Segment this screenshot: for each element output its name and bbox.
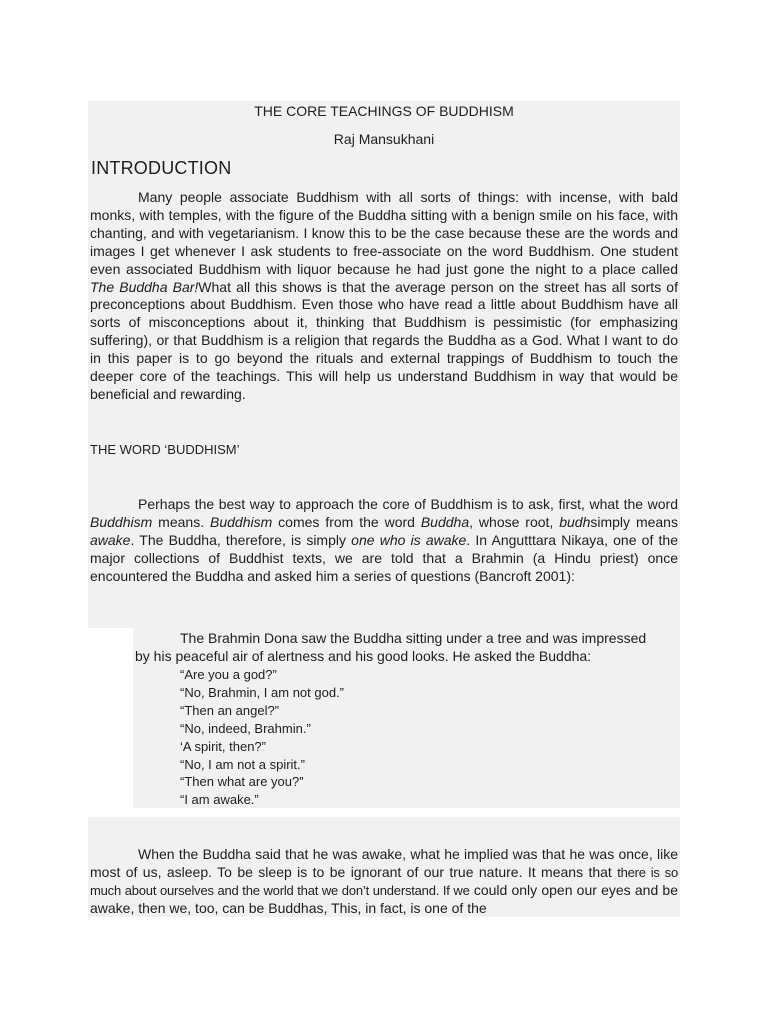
dialogue-line: “I am awake.”	[180, 792, 259, 808]
quote-intro-line-2: by his peaceful air of alertness and his good looks. He asked the Buddha:	[135, 647, 592, 664]
dialogue-line: “No, I am not a spirit.”	[180, 756, 305, 772]
dialogue-line: “Are you a god?”	[180, 667, 277, 682]
dialogue-line: “Then what are you?”	[180, 774, 304, 790]
dialogue-line: ‘A spirit, then?”	[180, 738, 266, 754]
word-italic-5: awake	[90, 531, 131, 548]
intro-text-2: What all this shows is that the average person on the street has all sorts of preconceptions about Buddhism. Even those who have read a little about Buddhism have all sorts of misconceptions about it, thinking that Buddhism is pessimistic (for emphasizing suffering), or that Buddhism is a religion that regards the Buddha as a God. What I want to do in this paper is to go beyond the rituals and external trappings of Buddhism to touch the deeper core of the teachings. This will help us understand Buddhism in way that would be beneficial and rewarding.	[90, 278, 678, 402]
dialogue-list	[180, 666, 344, 809]
document-author: Raj Mansukhani	[333, 131, 435, 147]
dialogue-line: “No, Brahmin, I am not god.”	[180, 684, 345, 700]
quote-intro-line-1: The Brahmin Dona saw the Buddha sitting under a tree and was impressed	[180, 630, 647, 646]
awake-text-2: there is so much about ourselves and the world that we don’t understand. If we	[90, 864, 678, 898]
word-text-7: . In Angutttara Nikaya, one of the major collections of Buddhist texts, we are told that a Brahmin (a Hindu priest) once encountered the Buddha and asked him a series of questions (Bancroft 2001):	[90, 531, 678, 584]
word-paragraph	[90, 496, 678, 586]
awake-paragraph	[90, 846, 678, 918]
awake-text-3: could only open our eyes and be awake, then we, too, can be Buddhas, This, in fact, is one of the	[90, 881, 678, 916]
quote-intro	[135, 630, 680, 666]
dialogue-line: “No, indeed, Brahmin.”	[180, 720, 311, 736]
document-title: THE CORE TEACHINGS OF BUDDHISM	[254, 103, 514, 119]
introduction-heading: INTRODUCTION	[91, 158, 232, 178]
word-text-6: . The Buddha, therefore, is simply	[130, 531, 352, 548]
dialogue-line: “Then an angel?”	[180, 702, 280, 718]
word-text-1: Perhaps the best way to approach the core of Buddhism is to ask, first, what the word	[138, 496, 678, 512]
word-italic-1: Buddhism	[90, 513, 153, 530]
section-heading-word-buddhism: THE WORD ‘BUDDHISM’	[90, 442, 240, 457]
intro-text-1: Many people associate Buddhism with all sorts of things: with incense, with bald monks, with temples, with the figure of the Buddha sitting with a benign smile on his face, with chanting, and with vegetarianism. I know this to be the case because these are the words and images I get whenever I ask students to free-associate on the word Buddhism. One student even associated Buddhism with liquor because he had just gone the night to a place called	[90, 189, 678, 277]
word-text-2: means.	[152, 513, 210, 530]
awake-text-1: When the Buddha said that he was awake, what he implied was that he was once, like most of us, asleep. To be sleep is to be ignorant of our true nature. It means that	[90, 846, 678, 880]
word-text-5: simply means	[590, 513, 678, 530]
intro-italic-buddha-bar: The Buddha Bar!	[90, 278, 199, 295]
intro-paragraph	[90, 189, 678, 404]
word-italic-2: Buddhism	[210, 513, 273, 530]
word-italic-6: one who is awake	[351, 531, 467, 548]
word-italic-3: Buddha	[420, 513, 470, 530]
word-text-4: , whose root,	[469, 513, 560, 530]
word-italic-4: budh	[559, 513, 591, 530]
word-text-3: comes from the word	[272, 513, 421, 530]
